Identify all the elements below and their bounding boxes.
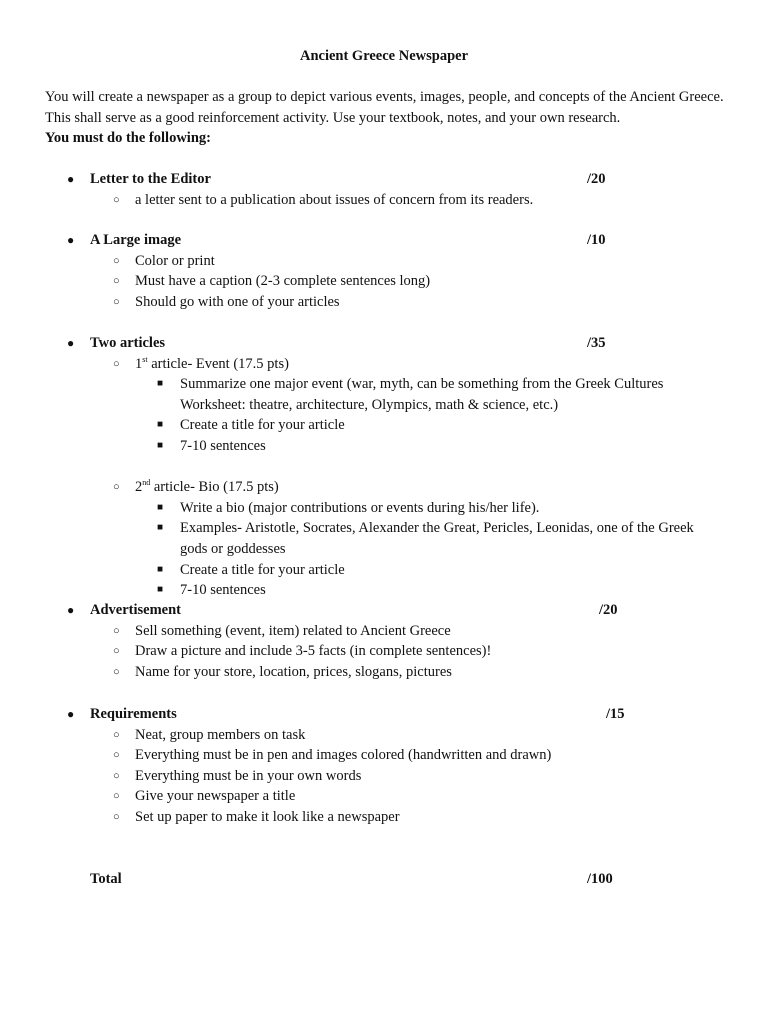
square-bullet-icon: ■ xyxy=(157,563,164,575)
section-articles xyxy=(45,333,745,601)
section-letter xyxy=(45,169,745,210)
list-item xyxy=(45,745,745,766)
section-label: Advertisement xyxy=(90,602,182,618)
article-first-heading xyxy=(45,354,745,375)
section-label: Requirements xyxy=(90,706,177,722)
circle-bullet-icon: ○ xyxy=(113,295,120,308)
list-item xyxy=(45,560,745,581)
square-bullet-icon: ■ xyxy=(157,378,164,390)
list-item xyxy=(45,436,745,457)
list-item-text: Neat, group members on task xyxy=(135,726,306,743)
page-title: Ancient Greece Newspaper xyxy=(299,48,469,64)
intro-text: You will create a newspaper as a group to depict various events, images, people, and concepts of the Ancient Greece. This shall serve as a good reinforcement activity. Use your textbook, notes, and your own research. xyxy=(45,89,724,126)
list-item xyxy=(45,190,745,211)
section-header xyxy=(45,333,745,354)
square-bullet-icon: ■ xyxy=(157,501,164,513)
circle-bullet-icon: ○ xyxy=(113,769,120,782)
section-header xyxy=(45,600,745,621)
list-item-text: 7-10 sentences xyxy=(180,437,266,454)
section-advertisement xyxy=(45,600,745,682)
list-item xyxy=(45,621,745,642)
square-bullet-icon: ■ xyxy=(157,419,164,431)
article-number: 1 xyxy=(135,355,143,372)
section-label: Letter to the Editor xyxy=(90,171,211,187)
section-score: /15 xyxy=(606,706,625,722)
list-item-text: Name for your store, location, prices, slogans, pictures xyxy=(135,663,452,680)
section-header xyxy=(45,230,745,251)
section-score: /20 xyxy=(587,171,606,187)
list-item-text: Everything must be in pen and images colored (handwritten and drawn) xyxy=(135,747,552,764)
ordinal-suffix: st xyxy=(142,354,148,364)
bullet-icon: ● xyxy=(67,707,75,721)
section-image xyxy=(45,230,745,312)
list-item-text: Set up paper to make it look like a newspaper xyxy=(135,808,400,825)
list-item xyxy=(45,641,745,662)
list-item-text: Examples- Aristotle, Socrates, Alexander the Great, Pericles, Leonidas, one of the Greek gods or goddesses xyxy=(180,520,694,557)
article-description: article- Bio (17.5 pts) xyxy=(150,479,279,496)
bullet-icon: ● xyxy=(67,172,75,186)
list-item-text: 7-10 sentences xyxy=(180,582,266,599)
list-item xyxy=(45,807,745,828)
section-label: Two articles xyxy=(90,335,166,351)
list-item-text: Write a bio (major contributions or events during his/her life). xyxy=(180,499,540,516)
list-item xyxy=(45,725,745,746)
circle-bullet-icon: ○ xyxy=(113,357,120,370)
list-item-text: Create a title for your article xyxy=(180,561,345,578)
list-item-text: Draw a picture and include 3-5 facts (in complete sentences)! xyxy=(135,643,492,660)
bullet-icon: ● xyxy=(67,603,75,617)
intro-paragraph xyxy=(45,87,725,149)
list-item-text: Color or print xyxy=(135,252,215,269)
list-item xyxy=(45,271,745,292)
list-item xyxy=(45,251,745,272)
list-item xyxy=(45,292,745,313)
article-description: article- Event (17.5 pts) xyxy=(147,355,289,372)
circle-bullet-icon: ○ xyxy=(113,624,120,637)
square-bullet-icon: ■ xyxy=(157,439,164,451)
list-item xyxy=(45,766,745,787)
section-score: /35 xyxy=(587,335,606,351)
list-item-text: Should go with one of your articles xyxy=(135,293,340,310)
intro-instruction: You must do the following: xyxy=(45,130,211,147)
list-item-text: Must have a caption (2-3 complete sentences long) xyxy=(135,273,431,290)
list-item xyxy=(45,374,745,415)
list-item xyxy=(45,518,745,559)
section-score: /10 xyxy=(587,232,606,248)
list-item-text: Sell something (event, item) related to Ancient Greece xyxy=(135,622,451,639)
list-item-text: Everything must be in your own words xyxy=(135,767,362,784)
section-score: /20 xyxy=(599,602,618,618)
list-item-text: a letter sent to a publication about issues of concern from its readers. xyxy=(135,191,534,208)
section-header xyxy=(45,704,745,725)
list-item xyxy=(45,415,745,436)
section-label: A Large image xyxy=(90,232,182,248)
circle-bullet-icon: ○ xyxy=(113,275,120,288)
list-item-text: Give your newspaper a title xyxy=(135,788,296,805)
square-bullet-icon: ■ xyxy=(157,584,164,596)
circle-bullet-icon: ○ xyxy=(113,193,120,206)
list-item-text: Create a title for your article xyxy=(180,417,345,434)
list-item xyxy=(45,498,745,519)
bullet-icon: ● xyxy=(67,233,75,247)
list-item xyxy=(45,786,745,807)
list-item-text: Summarize one major event (war, myth, can be something from the Greek Cultures Worksheet: theatre, architecture, Olympics, math & science, etc.) xyxy=(180,376,664,413)
circle-bullet-icon: ○ xyxy=(113,728,120,741)
ordinal-suffix: nd xyxy=(142,478,151,488)
list-item xyxy=(45,662,745,683)
square-bullet-icon: ■ xyxy=(157,522,164,534)
total-score: /100 xyxy=(587,871,613,887)
circle-bullet-icon: ○ xyxy=(113,749,120,762)
article-number: 2 xyxy=(135,479,143,496)
section-header xyxy=(45,169,745,190)
circle-bullet-icon: ○ xyxy=(113,481,120,494)
circle-bullet-icon: ○ xyxy=(113,790,120,803)
total-label: Total xyxy=(90,871,122,887)
circle-bullet-icon: ○ xyxy=(113,645,120,658)
circle-bullet-icon: ○ xyxy=(113,665,120,678)
article-second-heading xyxy=(45,477,745,498)
circle-bullet-icon: ○ xyxy=(113,810,120,823)
list-item xyxy=(45,580,745,601)
bullet-icon: ● xyxy=(67,336,75,350)
section-requirements xyxy=(45,704,745,828)
circle-bullet-icon: ○ xyxy=(113,254,120,267)
